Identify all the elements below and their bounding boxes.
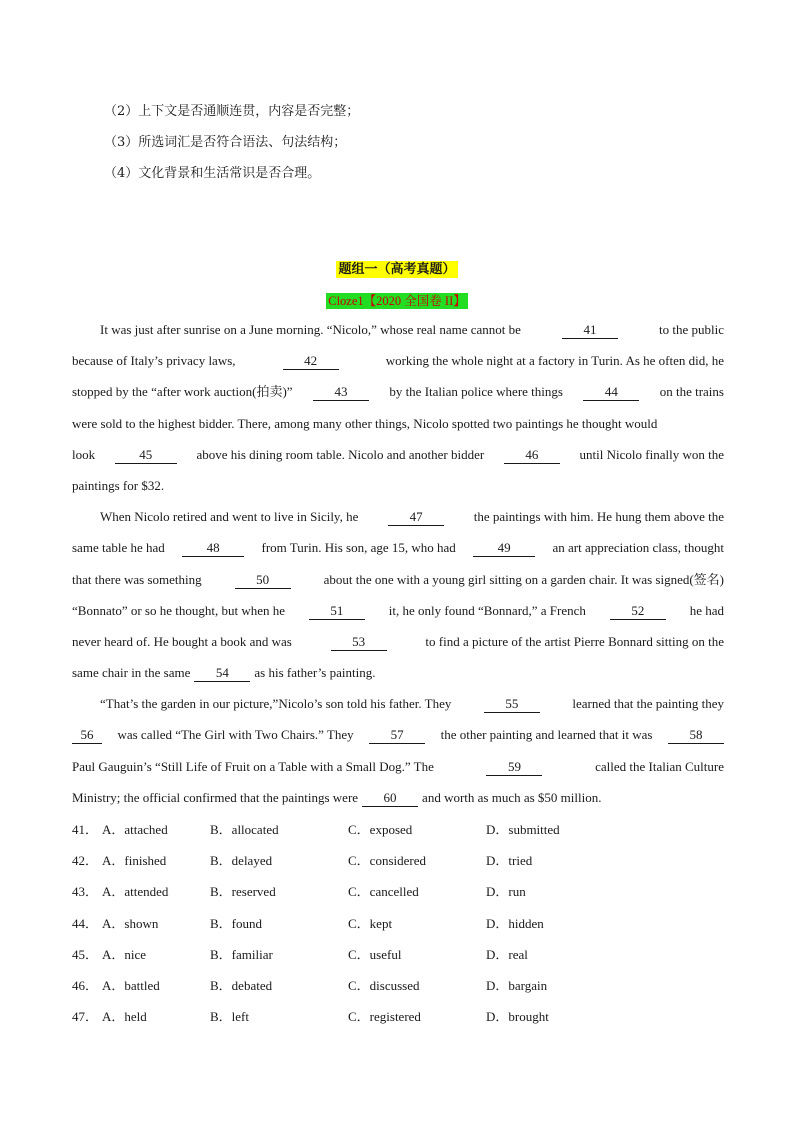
answer-blank: 52 (610, 603, 666, 620)
passage-text: the other painting and learned that it was (440, 727, 653, 743)
answer-blank: 49 (473, 540, 535, 557)
answer-blank: 50 (235, 572, 291, 589)
option-d: D．run (486, 884, 526, 900)
option-c: C．useful (348, 946, 402, 962)
passage-text: “Bonnato” or so he thought, but when he (72, 602, 286, 618)
question-number: 41． (72, 822, 99, 837)
passage-line (72, 442, 724, 473)
option-b: B．found (210, 915, 263, 931)
answer-blank: 46 (504, 447, 560, 464)
passage-line (72, 754, 724, 785)
question-number: 47． (72, 1009, 99, 1025)
question-number: 46． (72, 977, 99, 993)
tips-list (104, 102, 359, 195)
cloze-title-text: Cloze1【2020 全国卷 II】 (328, 294, 466, 308)
passage-text: as his father’s painting. (254, 665, 376, 681)
passage-text: on the trains (659, 384, 724, 400)
option-b: B．debated (210, 977, 273, 993)
option-a: A．battled (102, 977, 160, 993)
option-a: A．held (102, 1009, 147, 1025)
passage-text: above his dining room table. Nicolo and another bidder (196, 446, 485, 462)
passage-line (72, 567, 724, 598)
cloze-passage (72, 317, 724, 816)
passage-line (72, 504, 724, 535)
passage-line (72, 785, 724, 816)
passage-text: When Nicolo retired and went to live in Sicily, he (100, 509, 359, 525)
passage-line (72, 535, 724, 566)
option-c: C．cancelled (348, 884, 419, 900)
passage-text: it, he only found “Bonnard,” a French (388, 602, 586, 618)
passage-line (72, 411, 724, 442)
option-d: D．brought (486, 1009, 549, 1025)
passage-text: because of Italy’s privacy laws, (72, 353, 236, 369)
passage-text: It was just after sunrise on a June morning. “Nicolo,” whose real name cannot be (100, 322, 521, 337)
answer-blank: 53 (331, 634, 387, 651)
passage-text: to find a picture of the artist Pierre Bonnard sitting on the (425, 633, 724, 649)
option-d: D．tried (486, 853, 533, 869)
passage-text: same table he had (72, 540, 165, 556)
passage-text: until Nicolo finally won the (579, 446, 724, 462)
answer-blank: 42 (283, 353, 339, 370)
passage-text: that there was something (72, 571, 202, 587)
option-b: B．left (210, 1009, 249, 1025)
passage-line (72, 598, 724, 629)
answer-blank: 51 (309, 603, 365, 620)
option-c: C．considered (348, 853, 426, 869)
passage-text: look (72, 446, 96, 462)
passage-line (72, 348, 724, 379)
answer-blank: 48 (182, 540, 244, 557)
passage-text: Ministry; the official confirmed that the paintings were (72, 789, 359, 805)
option-a: A．shown (102, 915, 159, 931)
group-title-text: 题组一（高考真题） (338, 262, 456, 277)
option-b: B．familiar (210, 946, 273, 962)
answer-blank: 59 (486, 759, 542, 776)
tip-item: （3）所选词汇是否符合语法、句法结构； (104, 135, 347, 150)
passage-text: the paintings with him. He hung them above the (473, 509, 724, 525)
question-number: 42． (72, 853, 99, 869)
passage-text: an art appreciation class, thought (552, 540, 724, 556)
option-a: A．attended (102, 884, 169, 900)
passage-text: from Turin. His son, age 15, who had (261, 540, 456, 556)
passage-text: was called “The Girl with Two Chairs.” They (117, 727, 354, 743)
answer-blank: 58 (668, 727, 724, 744)
option-c: C．registered (348, 1009, 421, 1025)
option-c: C．kept (348, 915, 393, 931)
option-d: D．submitted (486, 822, 560, 837)
passage-text: he had (689, 602, 724, 618)
answer-blank: 45 (115, 447, 177, 464)
passage-text: never heard of. He bought a book and was (72, 633, 292, 649)
passage-text: same chair in the same (72, 665, 191, 681)
passage-text: “That’s the garden in our picture,”Nicolo’s son told his father. They (100, 696, 452, 712)
option-b: B．allocated (210, 822, 279, 837)
question-number: 45． (72, 946, 99, 962)
question-number: 43． (72, 884, 99, 900)
passage-text: by the Italian police where things (389, 384, 563, 400)
answer-blank: 60 (362, 790, 418, 807)
answer-blank: 44 (583, 384, 639, 401)
passage-text: paintings for $32. (72, 477, 165, 493)
option-c: C．discussed (348, 977, 420, 993)
option-b: B．reserved (210, 884, 276, 900)
answer-blank: 47 (388, 509, 444, 526)
passage-text: working the whole night at a factory in Turin. As he often did, he (385, 353, 724, 369)
passage-line (72, 660, 724, 691)
passage-line (72, 379, 724, 410)
passage-text: about the one with a young girl sitting on a garden chair. It was signed(签名) (323, 571, 724, 587)
passage-text: were sold to the highest bidder. There, among many other things, Nicolo spotted two paintings he thought would (72, 415, 658, 431)
passage-line (72, 722, 724, 753)
passage-line (72, 473, 724, 504)
option-a: A．finished (102, 853, 167, 869)
passage-line (72, 629, 724, 660)
passage-line (72, 317, 724, 348)
answer-blank: 43 (313, 384, 369, 401)
option-d: D．bargain (486, 977, 548, 993)
option-d: D．hidden (486, 915, 544, 931)
answer-blank: 41 (562, 322, 618, 339)
option-d: D．real (486, 946, 528, 962)
passage-text: and worth as much as $50 million. (422, 789, 602, 805)
answer-blank: 55 (484, 696, 540, 713)
tip-item: （2）上下文是否通顺连贯，内容是否完整； (104, 104, 360, 119)
option-a: A．attached (102, 822, 168, 837)
passage-line (72, 691, 724, 722)
answer-blank: 57 (369, 727, 425, 744)
passage-text: learned that the painting they (572, 696, 724, 712)
group-heading (0, 258, 794, 277)
passage-text: Paul Gauguin’s “Still Life of Fruit on a Table with a Small Dog.” The (72, 758, 434, 774)
cloze-heading (0, 290, 794, 309)
answer-blank: 54 (194, 665, 250, 682)
passage-text: stopped by the “after work auction(拍卖)” (72, 384, 293, 400)
answer-blank: 56 (72, 727, 102, 744)
question-number: 44． (72, 915, 99, 931)
option-a: A．nice (102, 946, 147, 962)
passage-text: to the public (659, 322, 724, 337)
passage-text: called the Italian Culture (595, 758, 724, 774)
option-c: C．exposed (348, 822, 413, 837)
tip-item: （4）文化背景和生活常识是否合理。 (104, 166, 321, 181)
option-b: B．delayed (210, 853, 273, 869)
